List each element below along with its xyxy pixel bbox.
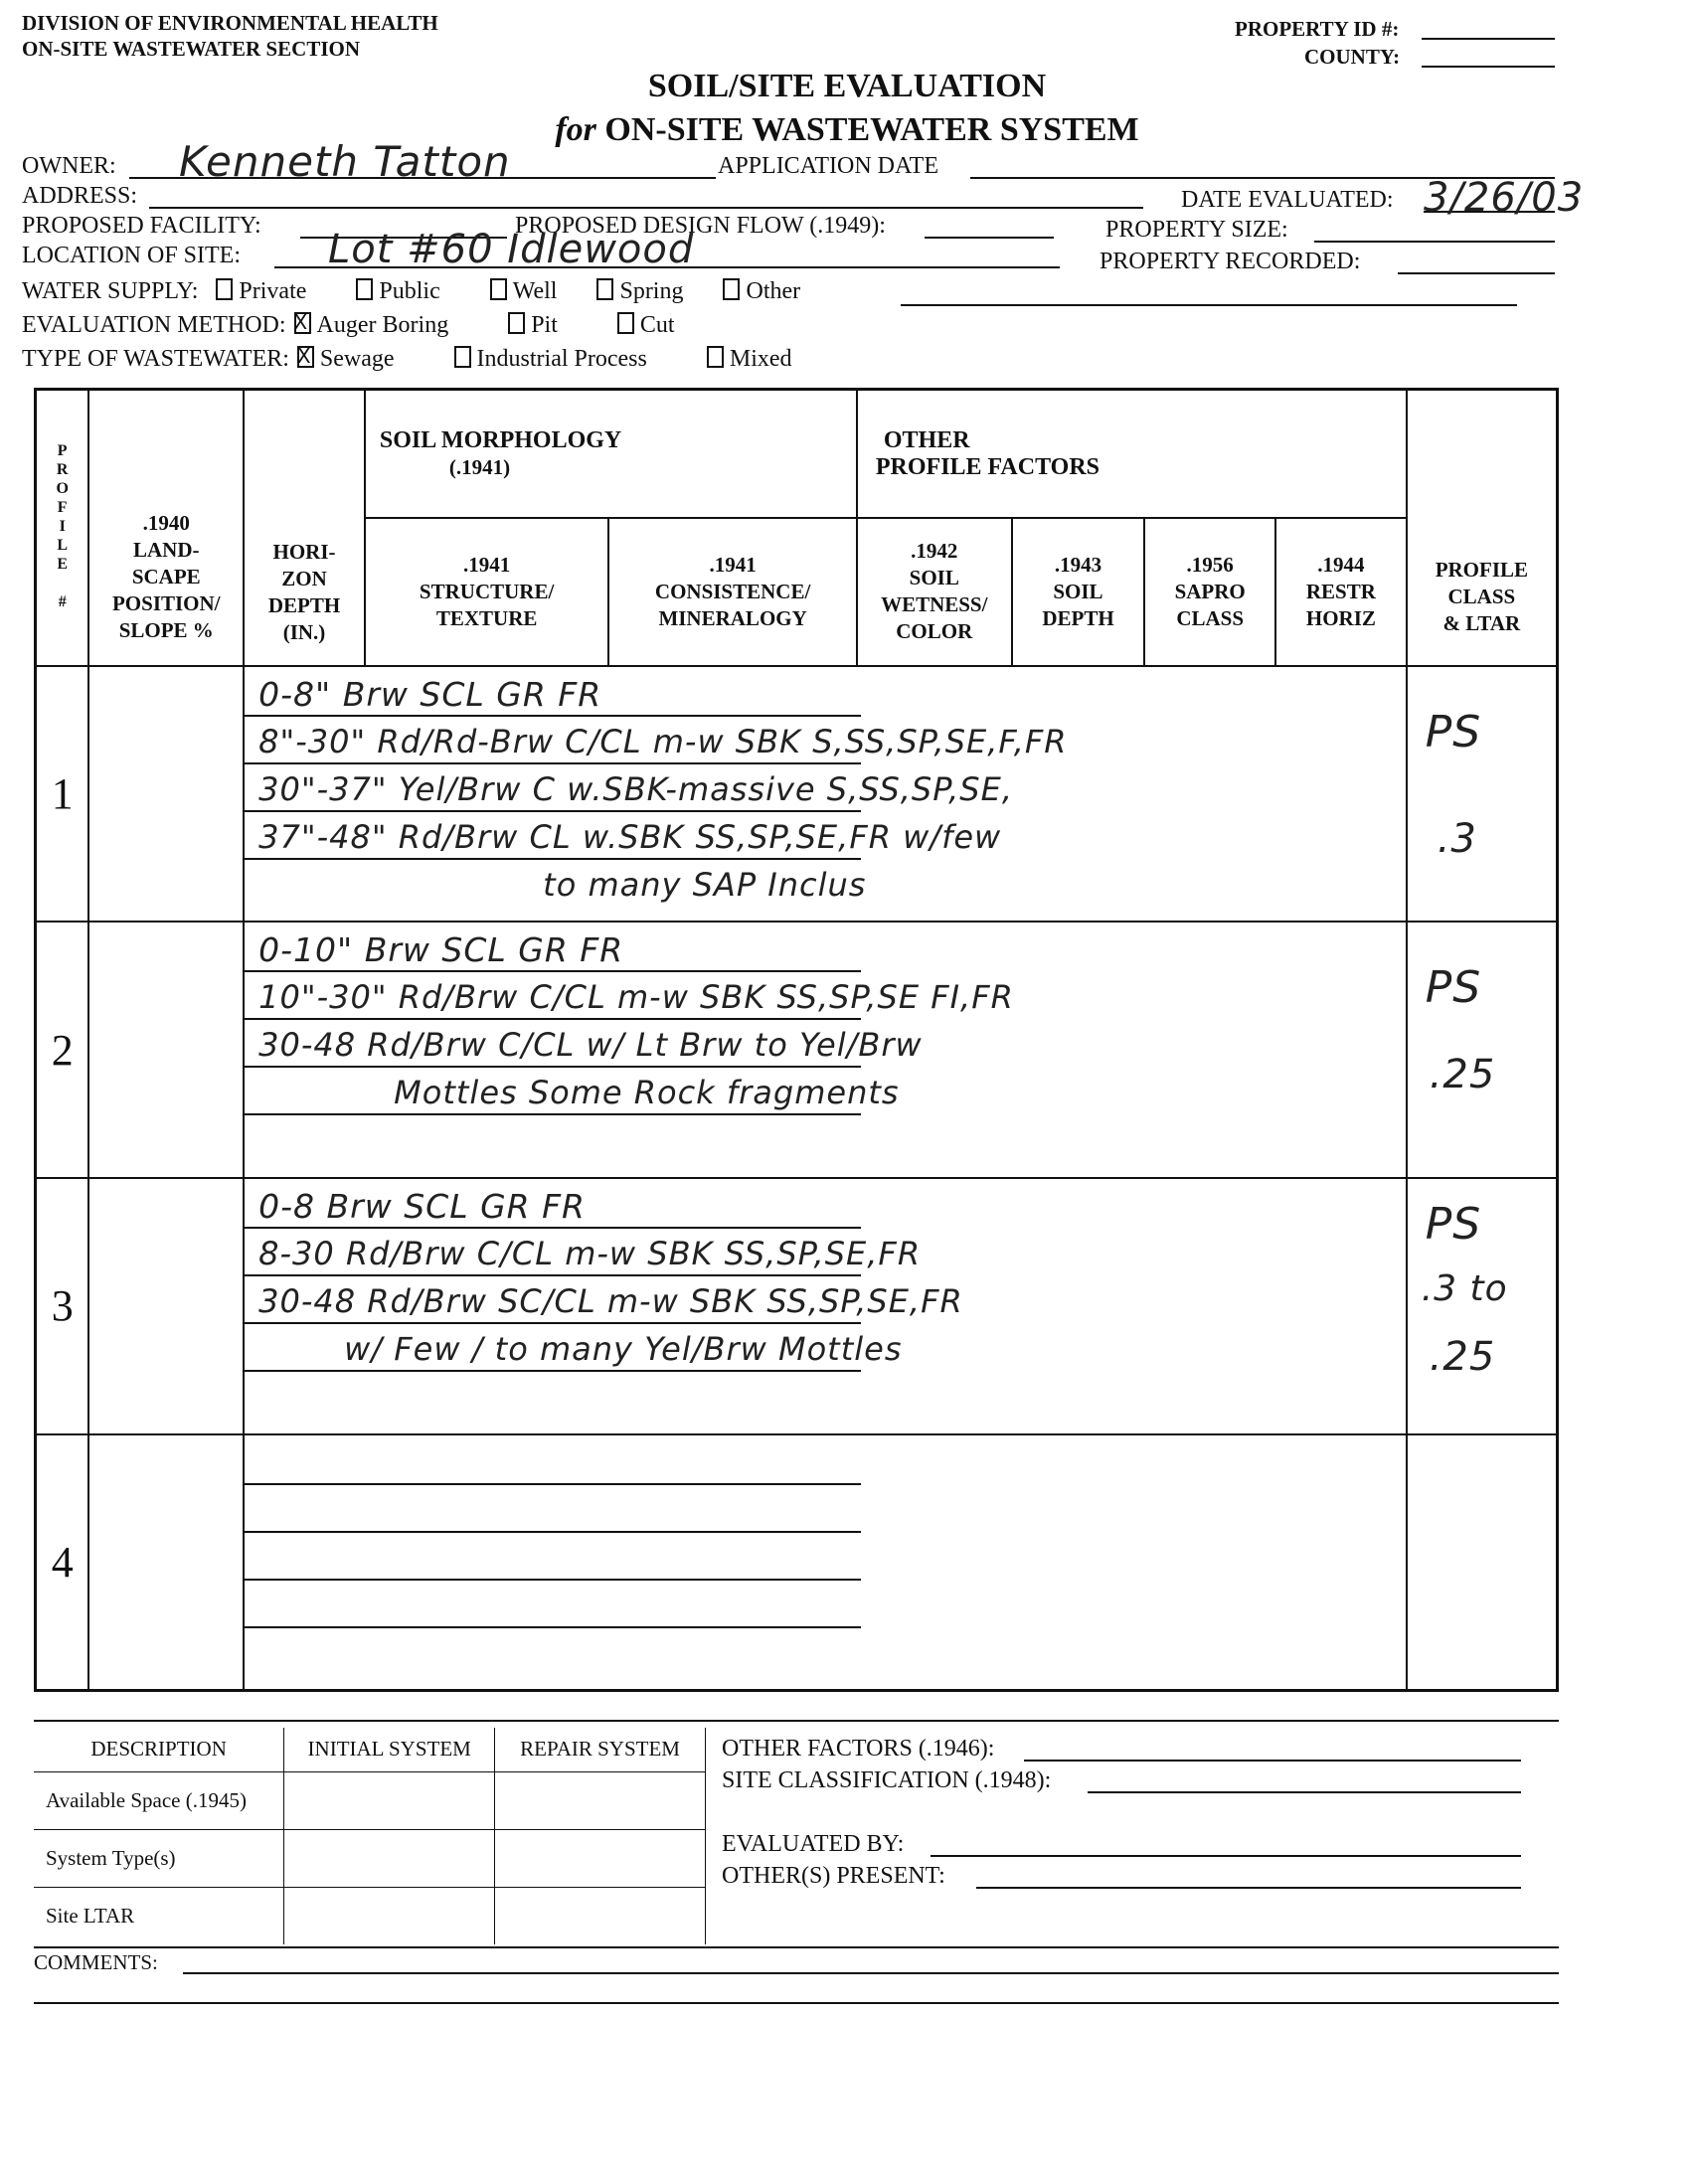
evaluated-by-label: EVALUATED BY: [722, 1831, 905, 1857]
sapro-l2: CLASS [1176, 605, 1245, 630]
agency-line-1: DIVISION OF ENVIRONMENTAL HEALTH [22, 11, 438, 35]
comments-top-rule [34, 1946, 1559, 1948]
water-supply-well-label: Well [512, 278, 558, 304]
hw-line: w/ Few / to many Yel/Brw Mottles [344, 1329, 903, 1368]
auger-boring-label: Auger Boring [316, 312, 449, 338]
soil-depth-l1: SOIL [1053, 579, 1103, 603]
profile-row-4 [36, 1434, 1558, 1691]
profile-number: 4 [36, 1434, 89, 1691]
water-supply-other-line[interactable] [901, 304, 1517, 306]
site-ltar-repair[interactable] [495, 1887, 706, 1944]
horizon-line [245, 1066, 861, 1068]
site-ltar-initial[interactable] [284, 1887, 495, 1944]
system-type-initial[interactable] [284, 1829, 495, 1887]
structure-l0: .1941 [462, 552, 511, 577]
profile-number: 1 [36, 666, 89, 923]
property-size-line[interactable] [1314, 241, 1555, 243]
horizon-l3: (IN.) [282, 619, 326, 644]
water-supply-public-label: Public [379, 278, 440, 304]
landscape-l0: .1940 [142, 511, 190, 536]
profile-class-l2: & LTAR [1442, 611, 1521, 636]
hw-line: 0-8" Brw SCL GR FR [258, 674, 602, 714]
water-supply-label: WATER SUPPLY: [22, 278, 199, 304]
profile-class-l1: CLASS [1447, 585, 1516, 609]
consistence-header [608, 518, 857, 665]
cut-label: Cut [639, 312, 675, 338]
date-evaluated-label: DATE EVALUATED: [1181, 187, 1394, 213]
available-space-initial[interactable] [284, 1771, 495, 1829]
horizon-line [245, 1483, 861, 1485]
class-value: PS [1425, 1198, 1482, 1250]
hw-line: Mottles Some Rock fragments [394, 1074, 900, 1112]
restr-l1: RESTR [1305, 579, 1376, 603]
sapro-l1: SAPRO [1174, 579, 1246, 603]
horizon-l1: ZON [281, 566, 327, 590]
evaluation-method-row [22, 312, 675, 339]
property-size-label: PROPERTY SIZE: [1105, 217, 1288, 243]
horizon-line [245, 1322, 861, 1324]
subtitle-rest: ON-SITE WASTEWATER SYSTEM [604, 111, 1139, 148]
hw-line: 0-10" Brw SCL GR FR [258, 930, 624, 970]
horizon-line [245, 1274, 861, 1276]
landscape-cell[interactable] [88, 922, 244, 1178]
soil-morph-l1: (.1941) [448, 454, 511, 479]
evaluation-method-label: EVALUATION METHOD: [22, 312, 286, 338]
horizon-line [245, 715, 861, 717]
structure-l2: TEXTURE [435, 605, 538, 630]
profile-row-1 [36, 666, 1558, 923]
wetness-l3: COLOR [896, 619, 973, 644]
soil-depth-l0: .1943 [1054, 552, 1102, 577]
other-factors-l1: PROFILE FACTORS [875, 453, 1101, 480]
consistence-l0: .1941 [709, 552, 757, 577]
landscape-l2: SCAPE [131, 565, 201, 589]
wastewater-row [22, 346, 792, 373]
consistence-l2: MINERALOGY [658, 605, 807, 630]
landscape-cell[interactable] [88, 1178, 244, 1434]
initial-system-header: INITIAL SYSTEM [284, 1728, 495, 1771]
proposed-facility-label: PROPOSED FACILITY: [22, 213, 261, 239]
comments-label: COMMENTS: [34, 1950, 158, 1974]
available-space-repair[interactable] [495, 1771, 706, 1829]
hw-line: 10"-30" Rd/Brw C/CL m-w SBK SS,SP,SE FI,FR [258, 978, 1014, 1017]
form-title: SOIL/SITE EVALUATION [647, 68, 1047, 104]
ltar-value: .25 [1429, 1052, 1496, 1098]
soil-depth-header [1012, 518, 1145, 665]
address-label: ADDRESS: [22, 183, 138, 209]
profile-entries[interactable] [244, 922, 1407, 1178]
profile-row-3 [36, 1178, 1558, 1434]
restr-l2: HORIZ [1305, 605, 1376, 630]
profile-class-cell[interactable] [1407, 666, 1558, 923]
ltar-value: .3 to [1421, 1267, 1508, 1309]
landscape-l4: SLOPE % [118, 618, 214, 643]
wetness-header [857, 518, 1012, 665]
horizon-line [245, 1370, 861, 1372]
ltar-value: .3 [1437, 815, 1477, 862]
sewage-label: Sewage [319, 346, 395, 372]
design-flow-line[interactable] [925, 237, 1054, 239]
profile-class-l0: PROFILE [1435, 558, 1529, 583]
landscape-l1: LAND- [133, 538, 200, 563]
comments-line-2[interactable] [34, 2002, 1559, 2004]
water-supply-well-checkbox[interactable] [490, 278, 507, 300]
profile-class-header [1407, 390, 1558, 666]
landscape-cell[interactable] [88, 1434, 244, 1691]
horizon-depth-header [244, 390, 365, 666]
soil-morphology-header [365, 390, 857, 519]
horizon-line [245, 762, 861, 764]
row3-entries [245, 1179, 1406, 1433]
evaluated-by-line[interactable] [931, 1855, 1521, 1857]
profile-number: 2 [36, 922, 89, 1178]
hw-line: 8-30 Rd/Brw C/CL m-w SBK SS,SP,SE,FR [258, 1234, 922, 1272]
horizon-line [245, 1531, 861, 1533]
structure-header [365, 518, 608, 665]
horizon-line [245, 1227, 861, 1229]
soil-profile-table [34, 388, 1559, 1692]
class-value: PS [1425, 962, 1482, 1014]
county-label: COUNTY: [1304, 45, 1401, 69]
hw-line: 8"-30" Rd/Rd-Brw C/CL m-w SBK S,SS,SP,SE,F,FR [258, 722, 1068, 760]
horizon-line [245, 1626, 861, 1628]
site-classification-label: SITE CLASSIFICATION (.1948): [722, 1767, 1052, 1793]
others-present-line[interactable] [976, 1887, 1521, 1889]
repair-system-header: REPAIR SYSTEM [495, 1728, 706, 1771]
hw-line: 30-48 Rd/Brw SC/CL m-w SBK SS,SP,SE,FR [258, 1281, 963, 1320]
landscape-l3: POSITION/ [111, 591, 221, 616]
bottom-top-rule [34, 1720, 1559, 1722]
row4-entries [245, 1435, 1406, 1689]
sapro-header [1144, 518, 1275, 665]
comments-line-1[interactable] [183, 1972, 1559, 1974]
water-supply-spring-checkbox[interactable] [596, 278, 613, 300]
water-supply-other-checkbox[interactable] [723, 278, 740, 300]
address-line[interactable] [149, 207, 1143, 209]
sapro-l0: .1956 [1186, 552, 1234, 577]
restr-header [1275, 518, 1407, 665]
mixed-label: Mixed [729, 346, 792, 372]
horizon-line [245, 1113, 861, 1115]
water-supply-public-checkbox[interactable] [356, 278, 373, 300]
wetness-l0: .1942 [911, 539, 958, 564]
owner-value: Kenneth Tatton [179, 137, 511, 186]
wetness-l1: SOIL [909, 566, 959, 590]
auger-boring-checkbox[interactable] [294, 312, 311, 334]
landscape-cell[interactable] [88, 666, 244, 923]
row2-entries [245, 923, 1406, 1177]
horizon-l0: HORI- [272, 539, 336, 564]
hw-line: 30-48 Rd/Brw C/CL w/ Lt Brw to Yel/Brw [258, 1026, 923, 1065]
row1-entries [245, 667, 1406, 922]
hw-line: 0-8 Brw SCL GR FR [258, 1186, 586, 1226]
soil-morph-l0: SOIL MORPHOLOGY [379, 426, 622, 453]
mixed-checkbox[interactable] [707, 346, 724, 368]
application-date-label: APPLICATION DATE [718, 153, 938, 179]
horizon-line [245, 1579, 861, 1581]
horizon-line [245, 1018, 861, 1020]
description-header: DESCRIPTION [34, 1728, 284, 1771]
hw-line: 37"-48" Rd/Brw CL w.SBK SS,SP,SE,FR w/few [258, 817, 1002, 856]
water-supply-private-label: Private [239, 278, 307, 304]
pit-label: Pit [531, 312, 558, 338]
water-supply-private-checkbox[interactable] [216, 278, 233, 300]
water-supply-spring-label: Spring [619, 278, 684, 304]
site-ltar-label: Site LTAR [34, 1887, 284, 1944]
profile-class-cell[interactable] [1407, 1178, 1558, 1434]
owner-label: OWNER: [22, 153, 116, 179]
other-factors-header [857, 390, 1407, 519]
horizon-line [245, 858, 861, 860]
other-factors-label: OTHER FACTORS (.1946): [722, 1736, 995, 1762]
consistence-l1: CONSISTENCE/ [654, 579, 811, 603]
system-type-repair[interactable] [495, 1829, 706, 1887]
wetness-l2: WETNESS/ [881, 592, 988, 617]
water-supply-row [22, 278, 800, 305]
property-id-label: PROPERTY ID #: [1235, 17, 1400, 41]
design-flow-label: PROPOSED DESIGN FLOW (.1949): [515, 213, 886, 239]
class-value: PS [1425, 706, 1482, 757]
horizon-line [245, 810, 861, 812]
profile-class-cell[interactable] [1407, 922, 1558, 1178]
date-evaluated-value: 3/26/03 [1424, 175, 1585, 221]
system-type-label: System Type(s) [34, 1829, 284, 1887]
property-recorded-line[interactable] [1398, 272, 1555, 274]
ltar-value-2: .25 [1429, 1333, 1496, 1380]
property-recorded-label: PROPERTY RECORDED: [1100, 249, 1361, 274]
industrial-process-label: Industrial Process [476, 346, 647, 372]
profile-class-cell[interactable] [1407, 1434, 1558, 1691]
structure-l1: STRUCTURE/ [419, 579, 555, 603]
site-classification-line[interactable] [1088, 1791, 1521, 1793]
location-value: Lot #60 Idlewood [328, 227, 695, 272]
profile-entries[interactable] [244, 1178, 1407, 1434]
location-label: LOCATION OF SITE: [22, 243, 241, 268]
profile-row-2 [36, 922, 1558, 1178]
landscape-header [88, 390, 244, 666]
restr-l0: .1944 [1317, 552, 1365, 577]
system-table [34, 1728, 706, 1944]
pit-checkbox[interactable] [508, 312, 525, 334]
profile-number: 3 [36, 1178, 89, 1434]
wastewater-label: TYPE OF WASTEWATER: [22, 346, 289, 372]
subtitle-for: for [555, 111, 596, 148]
property-id-line[interactable] [1422, 38, 1555, 40]
available-space-label: Available Space (.1945) [34, 1771, 284, 1829]
industrial-process-checkbox[interactable] [454, 346, 471, 368]
horizon-l2: DEPTH [267, 592, 341, 617]
cut-checkbox[interactable] [617, 312, 634, 334]
other-factors-line[interactable] [1024, 1760, 1521, 1762]
profile-entries[interactable] [244, 1434, 1407, 1691]
profile-vertical-label: PROFILE # [54, 442, 72, 613]
hw-line: to many SAP Inclus [543, 865, 867, 904]
soil-depth-l2: DEPTH [1042, 605, 1114, 630]
sewage-checkbox[interactable] [297, 346, 314, 368]
profile-number-header [36, 390, 89, 666]
horizon-line [245, 970, 861, 972]
other-factors-l0: OTHER [883, 426, 970, 453]
hw-line: 30"-37" Yel/Brw C w.SBK-massive S,SS,SP,SE, [258, 769, 1013, 808]
others-present-label: OTHER(S) PRESENT: [722, 1863, 945, 1889]
water-supply-other-label: Other [746, 278, 801, 304]
profile-entries[interactable] [244, 666, 1407, 923]
agency-line-2: ON-SITE WASTEWATER SECTION [22, 37, 360, 61]
